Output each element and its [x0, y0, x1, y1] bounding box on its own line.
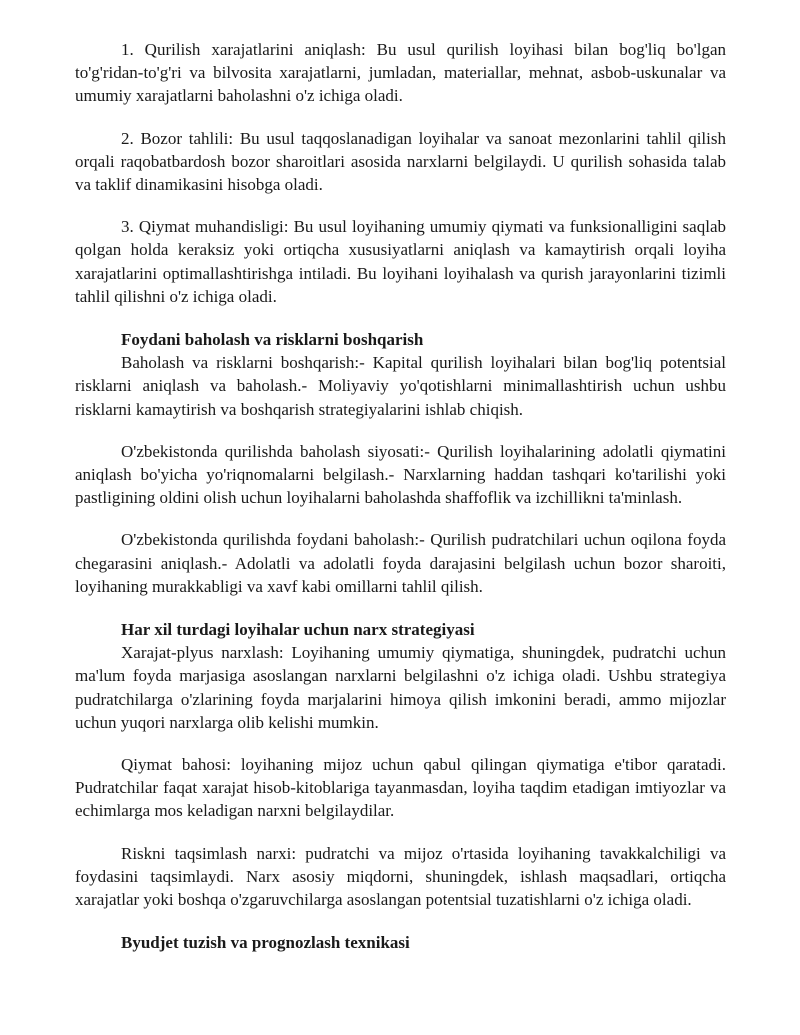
section-heading-profit-risk: Foydani baholash va risklarni boshqarish	[121, 330, 424, 350]
paragraph-cost-plus-pricing: Xarajat-plyus narxlash: Loyihaning umumiy qiymatiga, shuningdek, pudratchi uchun ma'lum foyda marjasiga asoslangan narxlarni belgilashni o'z ichiga oladi. Ushbu strategiya pudratchilarga o'zlarining foyda marjalarini himoya qilish imkonini beradi, ammo mijozlar uchun yuqori narxlarga olib kelishi mumkin.	[75, 643, 726, 732]
paragraph-profit-evaluation: O'zbekistonda qurilishda foydani baholash:- Qurilish pudratchilari uchun oqilona foyda chegarasini aniqlash.- Adolatli va adolatli foyda darajasini belgilash uchun bozor sharoiti, loyihaning murakkabligi va xavf kabi omillarni tahlil qilish.	[75, 530, 726, 596]
paragraph-value-pricing: Qiymat bahosi: loyihaning mijoz uchun qabul qilingan qiymatiga e'tibor qaratadi. Pudratchilar faqat xarajat hisob-kitoblariga tayanmasdan, loyiha taqdim etadigan imtiyozlar va echimlarga mos keladigan narxni belgilaydilar.	[75, 755, 726, 821]
paragraph-value-engineering: 3. Qiymat muhandisligi: Bu usul loyihaning umumiy qiymati va funksionalligini saqlab qolgan holda keraksiz yoki ortiqcha xususiyatlarni aniqlash va kamaytirish orqali loyiha xarajatlarini optimallashtirishga intiladi. Bu loyihani loyihalash va qurish jarayonlarini tizimli tahlil qilishni o'z ichiga oladi.	[75, 217, 726, 306]
paragraph-risk-sharing-pricing: Riskni taqsimlash narxi: pudratchi va mijoz o'rtasida loyihaning tavakkalchiligi va foydasini taqsimlaydi. Narx asosiy miqdorni, shuningdek, ishlash maqsadlari, ortiqcha xarajatlar yoki boshqa o'zgaruvchilarga asoslangan potentsial tuzatishlarni o'z ichiga oladi.	[75, 843, 726, 910]
paragraph-risk-management: Baholash va risklarni boshqarish:- Kapital qurilish loyihalari bilan bog'liq potentsial risklarni aniqlash va baholash.- Moliyaviy yo'qotishlarni minimallashtirish uchun ushbu risklarni kamaytirish va boshqarish strategiyalarini ishlab chiqish.	[75, 353, 726, 419]
paragraph-cost-estimation: 1. Qurilish xarajatlarini aniqlash: Bu usul qurilish loyihasi bilan bog'liq bo'lgan to'g'ridan-to'g'ri va bilvosita xarajatlarni, jumladan, materiallar, mehnat, asbob-uskunalar va umumiy xarajatlarni baholashni o'z ichiga oladi.	[75, 40, 726, 106]
section-heading-pricing-strategy: Har xil turdagi loyihalar uchun narx strategiyasi	[121, 620, 475, 640]
document-page	[75, 38, 726, 955]
paragraph-valuation-policy: O'zbekistonda qurilishda baholash siyosati:- Qurilish loyihalarining adolatli qiymatini aniqlash bo'yicha yo'riqnomalarni belgilash.- Narxlarning haddan tashqari ko'tarilishi yoki pastligining oldini olish uchun loyihalarni baholashda shaffoflik va izchillikni ta'minlash.	[75, 441, 726, 508]
section-heading-budgeting: Byudjet tuzish va prognozlash texnikasi	[121, 933, 410, 953]
paragraph-market-analysis: 2. Bozor tahlili: Bu usul taqqoslanadigan loyihalar va sanoat mezonlarini tahlil qilish orqali raqobatbardosh bozor sharoitlari asosida narxlarni belgilaydi. U qurilish sohasida talab va taklif dinamikasini hisobga oladi.	[75, 128, 726, 195]
